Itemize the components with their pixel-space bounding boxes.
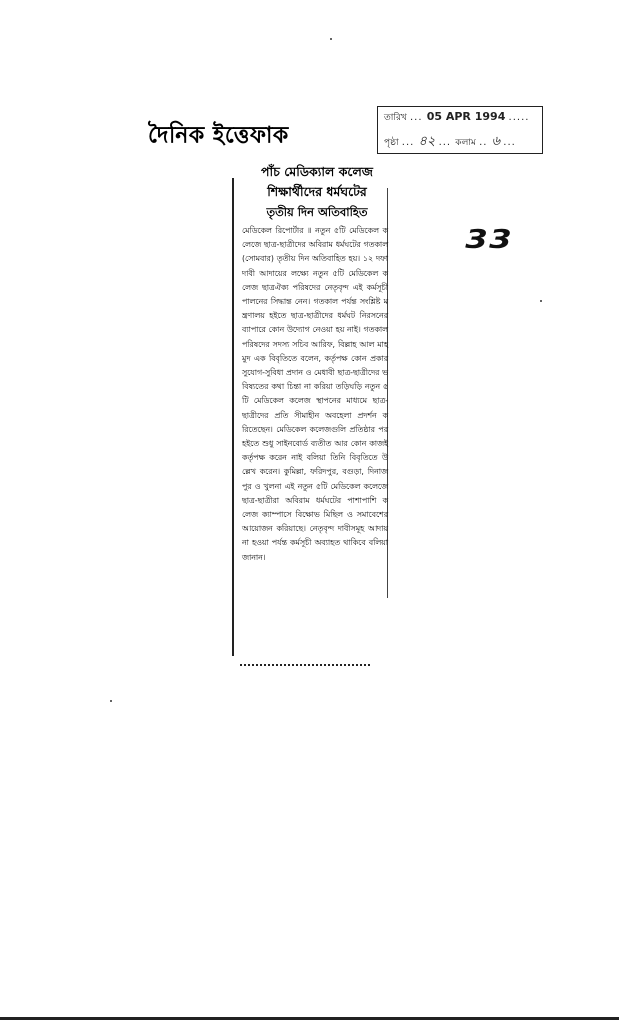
stamp-date-value: 05 APR 1994 [426, 110, 506, 123]
article-body: মেডিকেল রিপোর্টার ॥ নতুন ৫টি মেডিকেল কলেজে ছাত্র-ছাত্রীদের অবিরাম ধর্মঘটের গতকাল (সোমবার) তৃতীয় দিন অতিবাহিত হয়। ১২ দফা দাবী আদায়ের লক্ষ্যে নতুন ৫টি মেডিকেল কলেজ ছাত্রঐক্য পরিষদের নেতৃবৃন্দ এই কর্মসূচী পালনের সিদ্ধান্ত নেন। গতকাল পর্যন্ত সংশ্লিষ্ট মন্ত্রণালয় হইতে ছাত্র-ছাত্রীদের ধর্মঘট নিরসনের ব্যাপারে কোন উদ্যোগ নেওয়া হয় নাই। গতকাল পরিষদের সদস্য সচিব আরিফ, বিল্লাহ আল মাহমুদ এক বিবৃতিতে বলেন, কর্তৃপক্ষ কোন প্রকার সুযোগ-সুবিধা প্রদান ও মেধাবী ছাত্র-ছাত্রীদের ভবিষ্যতের কথা চিন্তা না করিয়া তড়িঘড়ি নতুন ৫টি মেডিকেল কলেজ স্থাপনের মাধ্যমে ছাত্র-ছাত্রীদের প্রতি সীমাহীন অবহেলা প্রদর্শন করিতেছেন। মেডিকেল কলেজগুলি প্রতিষ্ঠার পর হইতে শুধু সাইনবোর্ড ব্যতীত আর কোন কাজই কর্তৃপক্ষ করেন নাই বলিয়া তিনি বিবৃতিতে উল্লেখ করেন। কুমিল্লা, ফরিদপুর, বগুড়া, দিনাজপুর ও খুলনা এই নতুন ৫টি মেডিকেল কলেজে ছাত্র-ছাত্রীরা অবিরাম ধর্মঘটের পাশাপাশি কলেজ ক্যাম্পাসে বিক্ষোভ মিছিল ও সমাবেশের আয়োজন করিয়াছে। নেতৃবৃন্দ দাবীসমূহ আদায় না হওয়া পর্যন্ত কর্মসূচী অব্যাহত থাকিবে বলিয়া জানান। [242, 226, 388, 562]
stamp-column-label: কলাম [455, 138, 476, 148]
scan-bottom-edge [0, 1017, 619, 1020]
stamp-dots: ..... [508, 112, 530, 123]
clipping-edge-bottom [240, 664, 370, 668]
handwritten-page-number: 33 [465, 225, 513, 255]
newspaper-clipping [232, 158, 390, 668]
stamp-dots: ... [401, 137, 419, 148]
headline-line-3: তৃতীয় দিন অতিবাহিত [266, 205, 368, 219]
article-headline [244, 162, 390, 222]
scan-speck [110, 700, 112, 702]
stamp-dots: .. [479, 137, 492, 148]
stamp-column-value: ৬ [491, 134, 501, 149]
archive-stamp [377, 106, 543, 154]
newspaper-masthead: দৈনিক ইত্তেফাক [148, 122, 289, 149]
scan-speck [330, 38, 332, 40]
stamp-page-row [384, 132, 538, 150]
stamp-dots: ... [438, 137, 456, 148]
stamp-page-label: পৃষ্ঠা [384, 138, 399, 148]
stamp-page-value: ৪২ [418, 134, 436, 149]
stamp-dots: ... [410, 112, 427, 123]
clipping-edge-left [232, 178, 234, 656]
headline-line-1: পাঁচ মেডিক্যাল কলেজ [261, 164, 373, 179]
stamp-date-row [384, 110, 538, 128]
scan-speck [540, 300, 542, 302]
headline-line-2: শিক্ষার্থীদের ধর্মঘটের [267, 184, 367, 199]
stamp-dots: ... [503, 137, 516, 148]
stamp-date-label: তারিখ [384, 113, 407, 123]
